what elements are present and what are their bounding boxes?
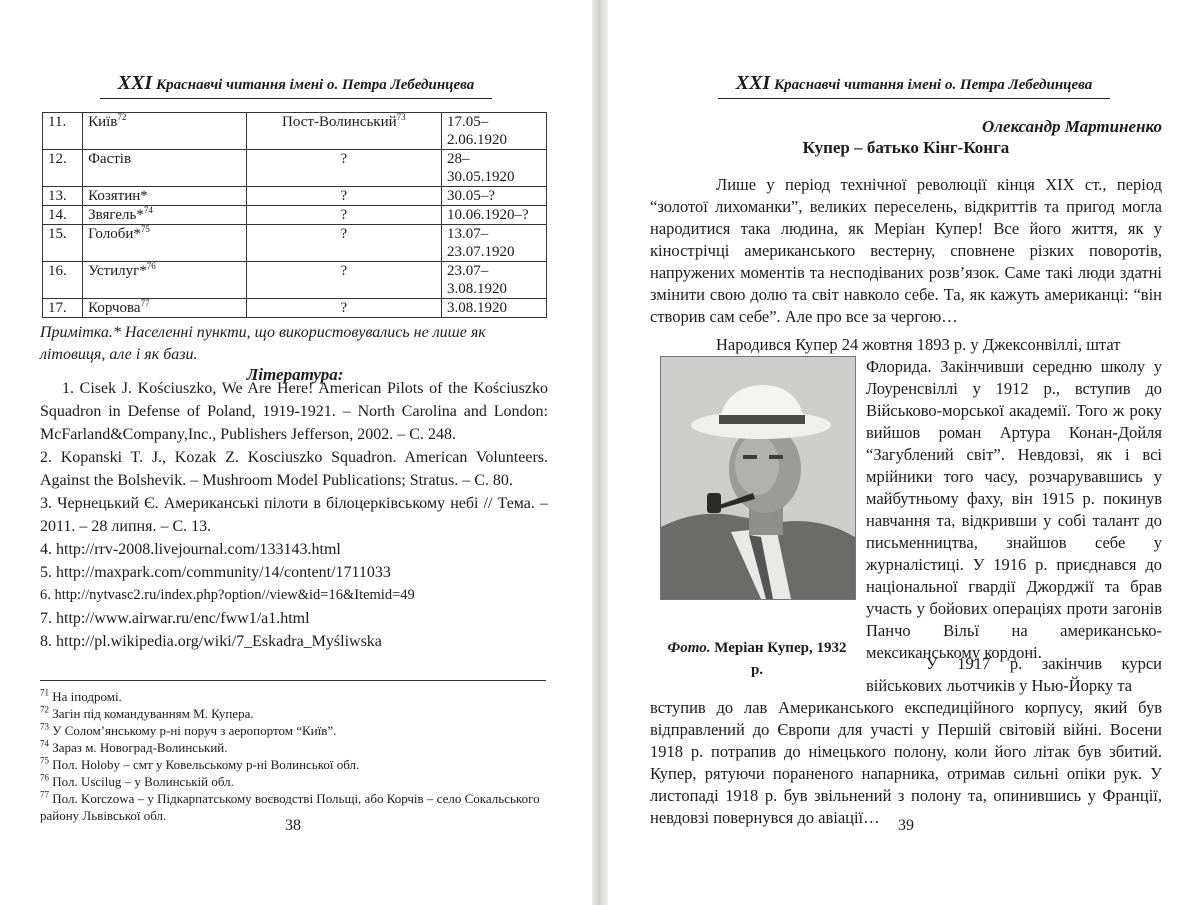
period-dates: 13.07– 23.07.1920 [442,225,547,262]
table-note: Примітка.* Населенні пункти, що використовувались не лише як літовиця, але і як бази. [40,324,486,363]
base-location: ? [246,187,441,206]
base-location: ? [246,225,441,262]
footnotes [40,688,548,824]
footnote-ref: 77 [140,298,150,308]
page-number-left: 38 [285,817,301,834]
row-number: 12. [43,150,83,187]
reference-link[interactable]: 4. http://rrv-2008.livejournal.com/133143.html [40,541,341,558]
table-row [43,225,547,262]
period-dates: 10.06.1920–? [442,206,547,225]
base-location: ? [246,262,441,299]
right-running-header [718,72,1110,95]
header-xxi: XXI [117,72,153,94]
footnote: $^{76}$ Пол. Uscilug – у Волинській обл. [40,772,234,789]
footnote-divider [40,680,546,681]
article-author: Олександр Мартиненко [982,117,1162,136]
footnote-ref: 74 [143,205,153,215]
paragraph-birth: Флорида. Закінчивши середню школу у Лоуренсвіллі у 1912 р., вступив до Військово-морської академії. Того ж року вийшов роман Артура Конан-Дойля “Загублений світ”. Невдовзі, як і всі мрійники того часу, розчарувавшись у майбутньому фаху, він 1915 р. покинув навчання та, відкривши у собі талант до письменництва, знайшов себе у журналістиці. У 1916 р. приєднався до національної гвардії Джорджії та брав участь у бойових операціях проти загонів Панчо Вільї на американсько-мексиканському кордоні. [866,357,1162,662]
reference-item: 3. Чернецький Є. Американські пілоти в білоцерківському небі // Тема. – 2011. – 28 липня. – С. 13. [40,495,548,535]
footnote: $^{74}$ Зараз м. Новоград-Волинський. [40,738,228,755]
page-number-right: 39 [898,817,914,834]
row-number: 11. [43,113,83,150]
footnote: $^{75}$ Пол. Holoby – смт у Ковельському р-ні Волинської обл. [40,755,360,772]
row-number: 16. [43,262,83,299]
photo-caption [660,637,854,681]
footnote: $^{72}$ Загін під командуванням М. Купера. [40,704,254,721]
base-location: Пост-Волинський$^{73}$ [246,113,441,150]
caption-label: Фото. [667,640,711,656]
left-running-header [100,72,492,95]
place-name: Корчова$^{77}$ [83,299,247,318]
paragraph-intro: Лише у період технічної революції кінця XIX ст., період “золотої лихоманки”, великих переселень, відкриттів та пригод могла народитися така людина, як Меріан Купер! Все його життя, як у кінострічці американського вестерну, сповнене різких поворотів, напружених моментів та несподіваних розв’язок. Саме такі люди здатні змінити свою долю та світ навколо себе. Та, як кажуть американці: “він створив сам себе”. Але про все за чергою… [650,175,1162,326]
place-name: Звягель*$^{74}$ [83,206,247,225]
reference-link[interactable]: 6. http://nytvasc2.ru/index.php?option//view&id=16&Itemid=49 [40,587,415,603]
table-row [43,113,547,150]
place-name: Козятин* [83,187,247,206]
row-number: 17. [43,299,83,318]
period-dates: 23.07– 3.08.1920 [442,262,547,299]
portrait-illustration [661,357,855,599]
place-name: Устилуг*$^{76}$ [83,262,247,299]
place-name: Київ$^{72}$ [83,113,247,150]
table-row [43,262,547,299]
table-row [43,150,547,187]
footnote-ref: 76 [146,261,156,271]
place-name: Фастів [83,150,247,187]
table-row [43,187,547,206]
period-dates: 30.05–? [442,187,547,206]
reference-item: 2. Kopanski T. J., Kozak Z. Kosciuszko Squadron. American Volunteers. Against the Bolshevik. – Mushroom Model Publications; Stratus. – С. 80. [40,449,548,489]
footnote-ref: 72 [117,112,127,122]
row-number: 14. [43,206,83,225]
base-location: ? [246,150,441,187]
paragraph-birth-first-line: Народився Купер 24 жовтня 1893 р. у Джексонвіллі, штат [716,335,1121,354]
base-location: ? [246,299,441,318]
cooper-photo [660,356,856,600]
period-dates: 28– 30.05.1920 [442,150,547,187]
footnote: $^{77}$ Пол. Korczowa – у Підкарпатському воєводстві Польщі, або Корчів – село Сокальського району Львівської обл. [40,789,540,823]
period-dates: 3.08.1920 [442,299,547,318]
reference-item: 1. Cisek J. Kościuszko, We Are Here! American Pilots of the Kościuszko Squadron in Defense of Poland, 1919-1921. – North Carolina and London: McFarland&Company,Inc., Publishers Jefferson, 2002. – С. 248. [40,380,548,443]
paragraph-war: вступив до лав Американського експедиційного корпусу, який був відправлений до Європи для участі у Першій світовій війні. Восени 1918 р. потрапив до німецького полону, коли його літак був збитий. Купер, рятуючи пораненого напарника, отримав сильні опіки рук. У листопаді 1918 р. був звільнений з полону та, опинившись у Франції, невдовзі повернувся до авіації… [650,698,1162,827]
footnote-ref: 75 [140,224,150,234]
footnote-ref: 73 [396,112,406,122]
literature-heading: Література: [246,365,344,384]
paragraph-war-wrap: У 1917 р. закінчив курси військових льотчиків у Нью-Йорку та [866,654,1162,695]
table-row [43,206,547,225]
article-title: Купер – батько Кінг-Конга [802,138,1010,157]
footnote: $^{71}$ На іподромі. [40,687,122,704]
caption-text: Меріан Купер, 1932 р. [710,640,847,678]
row-number: 13. [43,187,83,206]
table-row [43,299,547,318]
header-text: Краснавчі читання імені о. Петра Лебединцева [152,77,475,93]
header-xxi: XXI [735,72,771,94]
row-number: 15. [43,225,83,262]
footnote: $^{73}$ У Солом’янському р-ні поруч з аеропортом “Київ”. [40,721,337,738]
base-location: ? [246,206,441,225]
book-gutter [592,0,608,905]
header-text: Краснавчі читання імені о. Петра Лебединцева [770,77,1093,93]
reference-link[interactable]: 8. http://pl.wikipedia.org/wiki/7_Eskadra_Myśliwska [40,633,382,650]
references-list [40,377,548,653]
period-dates: 17.05– 2.06.1920 [442,113,547,150]
place-name: Голоби*$^{75}$ [83,225,247,262]
reference-link[interactable]: 5. http://maxpark.com/community/14/content/1711033 [40,564,391,581]
places-table [42,112,547,318]
reference-link[interactable]: 7. http://www.airwar.ru/enc/fww1/a1.html [40,610,310,627]
